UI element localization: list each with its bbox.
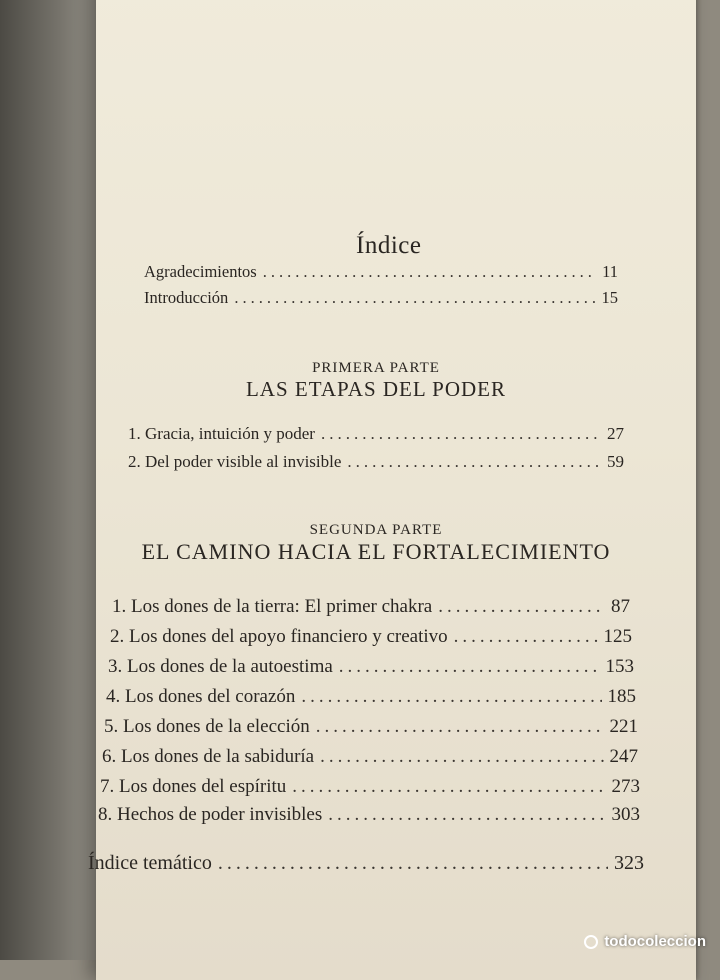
toc-chapter: [128, 424, 624, 444]
toc-entry-indice-tematico: [88, 852, 644, 875]
chapter-label: Los dones del corazón: [125, 686, 296, 707]
chapter-label: Los dones de la elección: [123, 716, 310, 737]
part-name: LAS ETAPAS DEL PODER: [245, 377, 507, 401]
chapter-number: 3.: [108, 656, 123, 677]
part-heading: [76, 522, 676, 565]
chapter-page: 247: [609, 746, 638, 767]
chapter-number: 7.: [100, 776, 115, 797]
leader-dots: [234, 288, 595, 308]
leader-dots: [320, 746, 603, 768]
chapter-number: 5.: [104, 716, 119, 737]
toc-entry-label: Índice temático: [88, 852, 212, 874]
part-heading: [76, 360, 676, 402]
toc-chapter: [108, 656, 634, 678]
toc-chapter: [110, 626, 632, 648]
chapter-label: Los dones de la tierra: El primer chakra: [131, 596, 433, 617]
watermark-logo-icon: [584, 935, 598, 949]
chapter-page: 87: [611, 596, 630, 617]
toc-entry-label: Agradecimientos: [144, 262, 257, 281]
chapter-label: Los dones de la autoestima: [127, 656, 333, 677]
chapter-label: Hechos de poder invisibles: [117, 804, 323, 825]
chapter-page: 303: [611, 804, 640, 825]
leader-dots: [339, 656, 600, 678]
chapter-page: 125: [603, 626, 632, 647]
chapter-label: Los dones del apoyo financiero y creativo: [129, 626, 448, 647]
leader-dots: [454, 626, 598, 648]
toc-chapter: [106, 686, 636, 708]
watermark-text: todocoleccion: [604, 933, 706, 950]
toc-chapter: [102, 746, 638, 768]
toc-entry-page: 323: [614, 852, 644, 874]
toc-entry-page: 15: [601, 288, 618, 307]
chapter-label: Gracia, intuición y poder: [145, 424, 315, 443]
chapter-number: 6.: [102, 746, 117, 767]
toc-chapter: [98, 804, 640, 826]
chapter-label: Los dones de la sabiduría: [121, 746, 315, 767]
toc-entry-introduccion: [144, 288, 618, 308]
leader-dots: [292, 776, 605, 798]
leader-dots: [328, 804, 605, 826]
toc-chapter: [128, 452, 624, 472]
toc-chapter: [104, 716, 638, 738]
leader-dots: [438, 596, 605, 618]
chapter-page: 153: [605, 656, 634, 677]
toc-entry-page: 11: [602, 262, 618, 281]
watermark: [584, 933, 706, 950]
leader-dots: [321, 424, 601, 444]
chapter-number: 1.: [112, 596, 127, 617]
book-page: [96, 0, 696, 980]
leader-dots: [316, 716, 604, 738]
leader-dots: [347, 452, 601, 472]
chapter-page: 185: [607, 686, 636, 707]
chapter-label: Los dones del espíritu: [119, 776, 287, 797]
chapter-number: 1.: [128, 424, 141, 443]
chapter-page: 221: [609, 716, 638, 737]
chapter-number: 4.: [106, 686, 121, 707]
chapter-page: 27: [607, 424, 624, 443]
chapter-page: 59: [607, 452, 624, 471]
book-spine-shadow: [0, 0, 113, 960]
toc-chapter: [112, 596, 630, 618]
leader-dots: [301, 686, 601, 708]
chapter-number: 2.: [128, 452, 141, 471]
toc-chapter: [100, 776, 640, 798]
leader-dots: [218, 852, 608, 875]
chapter-label: Del poder visible al invisible: [145, 452, 342, 471]
part-name: EL CAMINO HACIA EL FORTALECIMIENTO: [141, 539, 611, 564]
toc-entry-agradecimientos: [144, 262, 618, 282]
page-title: Índice: [356, 232, 422, 259]
part-kicker: PRIMERA PARTE: [312, 360, 440, 376]
leader-dots: [263, 262, 596, 282]
chapter-number: 2.: [110, 626, 125, 647]
chapter-page: 273: [611, 776, 640, 797]
chapter-number: 8.: [98, 804, 113, 825]
toc-entry-label: Introducción: [144, 288, 229, 307]
part-kicker: SEGUNDA PARTE: [309, 522, 443, 538]
